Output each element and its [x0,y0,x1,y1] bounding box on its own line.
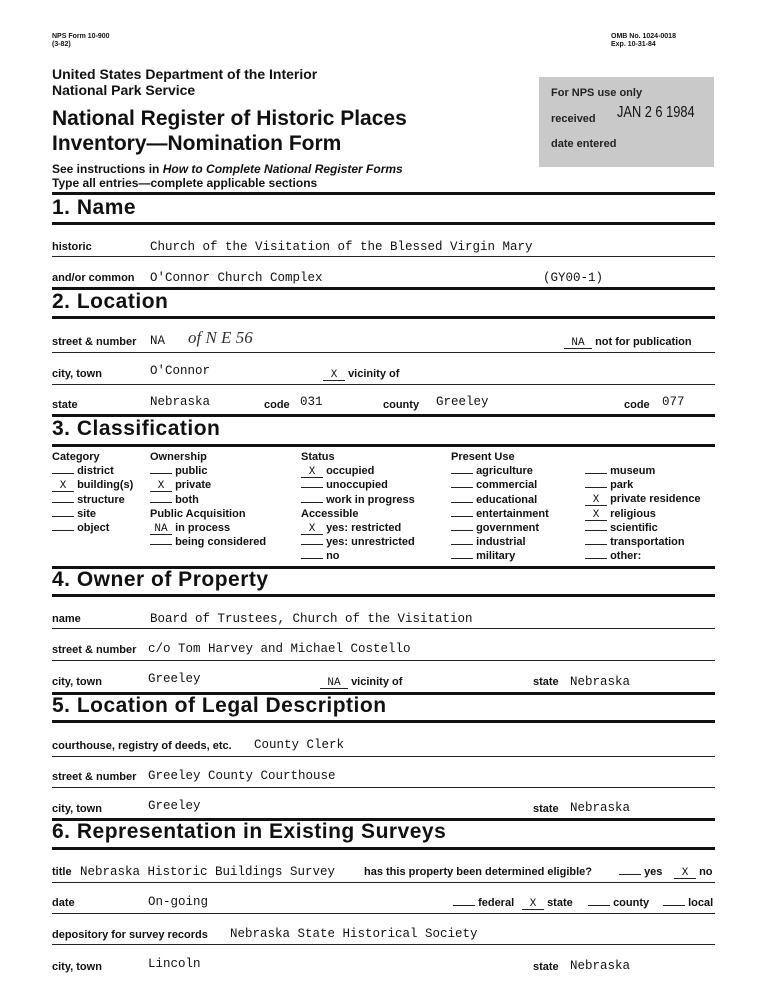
accessible-item: yes: unrestricted [301,535,415,549]
date-entered-label: date entered [551,138,617,150]
eligible-yes: yes [619,866,662,878]
present-use-item: commercial [451,478,549,492]
present-use-item: scientific [585,521,701,535]
status-column [301,450,415,564]
form-title-line2: Inventory—Nomination Form [52,132,342,155]
instructions-line2: Type all entries—complete applicable sections [52,176,318,190]
section-rule [52,222,715,225]
present-use-item: park [585,478,701,492]
state-label: state [52,399,78,411]
category-column [52,450,133,535]
ownership-item: X private [150,478,266,492]
depository-state-value: Nebraska [570,959,631,973]
section-rule [52,192,715,195]
expiration-date: Exp. 10-31-84 [611,41,656,48]
owner-vicinity-of: NA vicinity of [320,676,402,689]
level-federal: federal [453,897,514,909]
owner-city-label: city, town [52,676,102,688]
historic-label: historic [52,241,92,253]
present-use-heading: Present Use [451,451,515,463]
field-rule [52,384,715,385]
field-rule [52,256,715,257]
historic-name-value: Church of the Visitation of the Blessed Virgin Mary [150,240,533,254]
present-use-item: X private residence [585,492,701,506]
form-number: NPS Form 10-900 [52,33,110,40]
section-rule [52,720,715,723]
vicinity-of: X vicinity of [323,368,399,381]
street-number-value: NA [150,334,166,348]
present-use-item: X religious [585,507,701,521]
field-rule [52,628,715,629]
section-heading-owner: 4. Owner of Property [52,568,269,591]
category-item: site [52,507,133,521]
category-item: object [52,521,133,535]
present-use-item: museum [585,464,701,478]
section-rule [52,847,715,850]
present-use-item: transportation [585,535,701,549]
courthouse-value: County Clerk [254,738,345,752]
acquisition-item: NA in process [150,521,266,535]
site-code-value: (GY00-1) [543,271,604,285]
present-use-item: agriculture [451,464,549,478]
owner-city-value: Greeley [148,672,201,686]
acquisition-item: being considered [150,535,266,549]
section-rule [52,316,715,319]
section-rule [52,444,715,447]
legal-state-label: state [533,803,559,815]
owner-street-value: c/o Tom Harvey and Michael Costello [148,642,411,656]
owner-state-value: Nebraska [570,675,631,689]
state-code-value: 031 [300,395,323,409]
for-nps-use-label: For NPS use only [551,87,643,99]
legal-city-value: Greeley [148,799,201,813]
present-use-item: military [451,549,549,563]
field-rule [52,352,715,353]
present-use-column-2 [585,464,701,563]
legal-state-value: Nebraska [570,801,631,815]
received-label: received [551,113,596,125]
ownership-heading: Ownership [150,451,207,463]
field-rule [52,944,715,945]
status-heading: Status [301,451,335,463]
common-name-value: O'Connor Church Complex [150,271,323,285]
depository-value: Nebraska State Historical Society [230,927,478,941]
legal-city-label: city, town [52,803,102,815]
section-heading-legal-description: 5. Location of Legal Description [52,694,387,717]
field-rule [52,882,715,883]
survey-title-label: title [52,866,72,878]
survey-date-label: date [52,897,75,909]
status-item: X occupied [301,464,415,478]
common-name-label: and/or common [52,272,135,284]
handwritten-annotation: of N E 56 [188,328,253,347]
field-rule [52,787,715,788]
not-for-publication: NA not for publication [564,336,692,349]
owner-name-value: Board of Trustees, Church of the Visitation [150,612,473,626]
county-code-label: code [624,399,650,411]
level-state: X state [522,897,573,910]
depository-city-label: city, town [52,961,102,973]
present-use-item: entertainment [451,507,549,521]
city-town-value: O'Connor [150,364,211,378]
category-item: structure [52,493,133,507]
instructions-line1: See instructions in How to Complete National Register Forms [52,162,403,176]
accessible-item: no [301,549,415,563]
field-rule [52,913,715,914]
received-date-stamp: JAN 2 6 1984 [617,104,695,121]
ownership-item: public [150,464,266,478]
county-value: Greeley [436,395,489,409]
owner-name-label: name [52,613,81,625]
form-revision: (3-82) [52,41,71,48]
accessible-heading: Accessible [301,507,359,520]
county-label: county [383,399,420,411]
eligible-question: has this property been determined eligible? [364,866,592,878]
legal-street-label: street & number [52,771,137,783]
ownership-column [150,450,266,549]
section-heading-classification: 3. Classification [52,417,221,440]
depository-city-value: Lincoln [148,957,201,971]
present-use-item: industrial [451,535,549,549]
county-code-value: 077 [662,395,685,409]
present-use-item: educational [451,493,549,507]
state-code-label: code [264,399,290,411]
category-item: district [52,464,133,478]
depository-label: depository for survey records [52,929,208,941]
level-local: local [663,897,713,909]
nps-use-stamp [539,77,714,167]
street-number-label: street & number [52,336,137,348]
section-heading-surveys: 6. Representation in Existing Surveys [52,820,447,843]
owner-state-label: state [533,676,559,688]
category-heading: Category [52,451,100,463]
owner-street-label: street & number [52,644,137,656]
form-title-line1: National Register of Historic Places [52,107,407,130]
section-heading-name: 1. Name [52,196,137,219]
status-item: work in progress [301,493,415,507]
eligible-no: X no [674,866,713,879]
survey-title-value: Nebraska Historic Buildings Survey [80,865,336,879]
level-county: county [588,897,649,909]
legal-street-value: Greeley County Courthouse [148,769,336,783]
depository-state-label: state [533,961,559,973]
city-town-label: city, town [52,368,102,380]
department-name: United States Department of the Interior [52,66,318,82]
category-item: X building(s) [52,478,133,492]
status-item: unoccupied [301,478,415,492]
service-name: National Park Service [52,82,196,98]
omb-number: OMB No. 1024-0018 [611,33,676,40]
ownership-item: both [150,493,266,507]
public-acquisition-heading: Public Acquisition [150,507,246,520]
survey-date-value: On-going [148,895,209,909]
field-rule [52,756,715,757]
present-use-item: government [451,521,549,535]
section-heading-location: 2. Location [52,290,169,313]
field-rule [52,660,715,661]
courthouse-label: courthouse, registry of deeds, etc. [52,740,232,752]
section-rule [52,594,715,597]
present-use-column-1 [451,450,549,564]
present-use-item: other: [585,549,701,563]
state-value: Nebraska [150,395,211,409]
accessible-item: X yes: restricted [301,521,415,535]
